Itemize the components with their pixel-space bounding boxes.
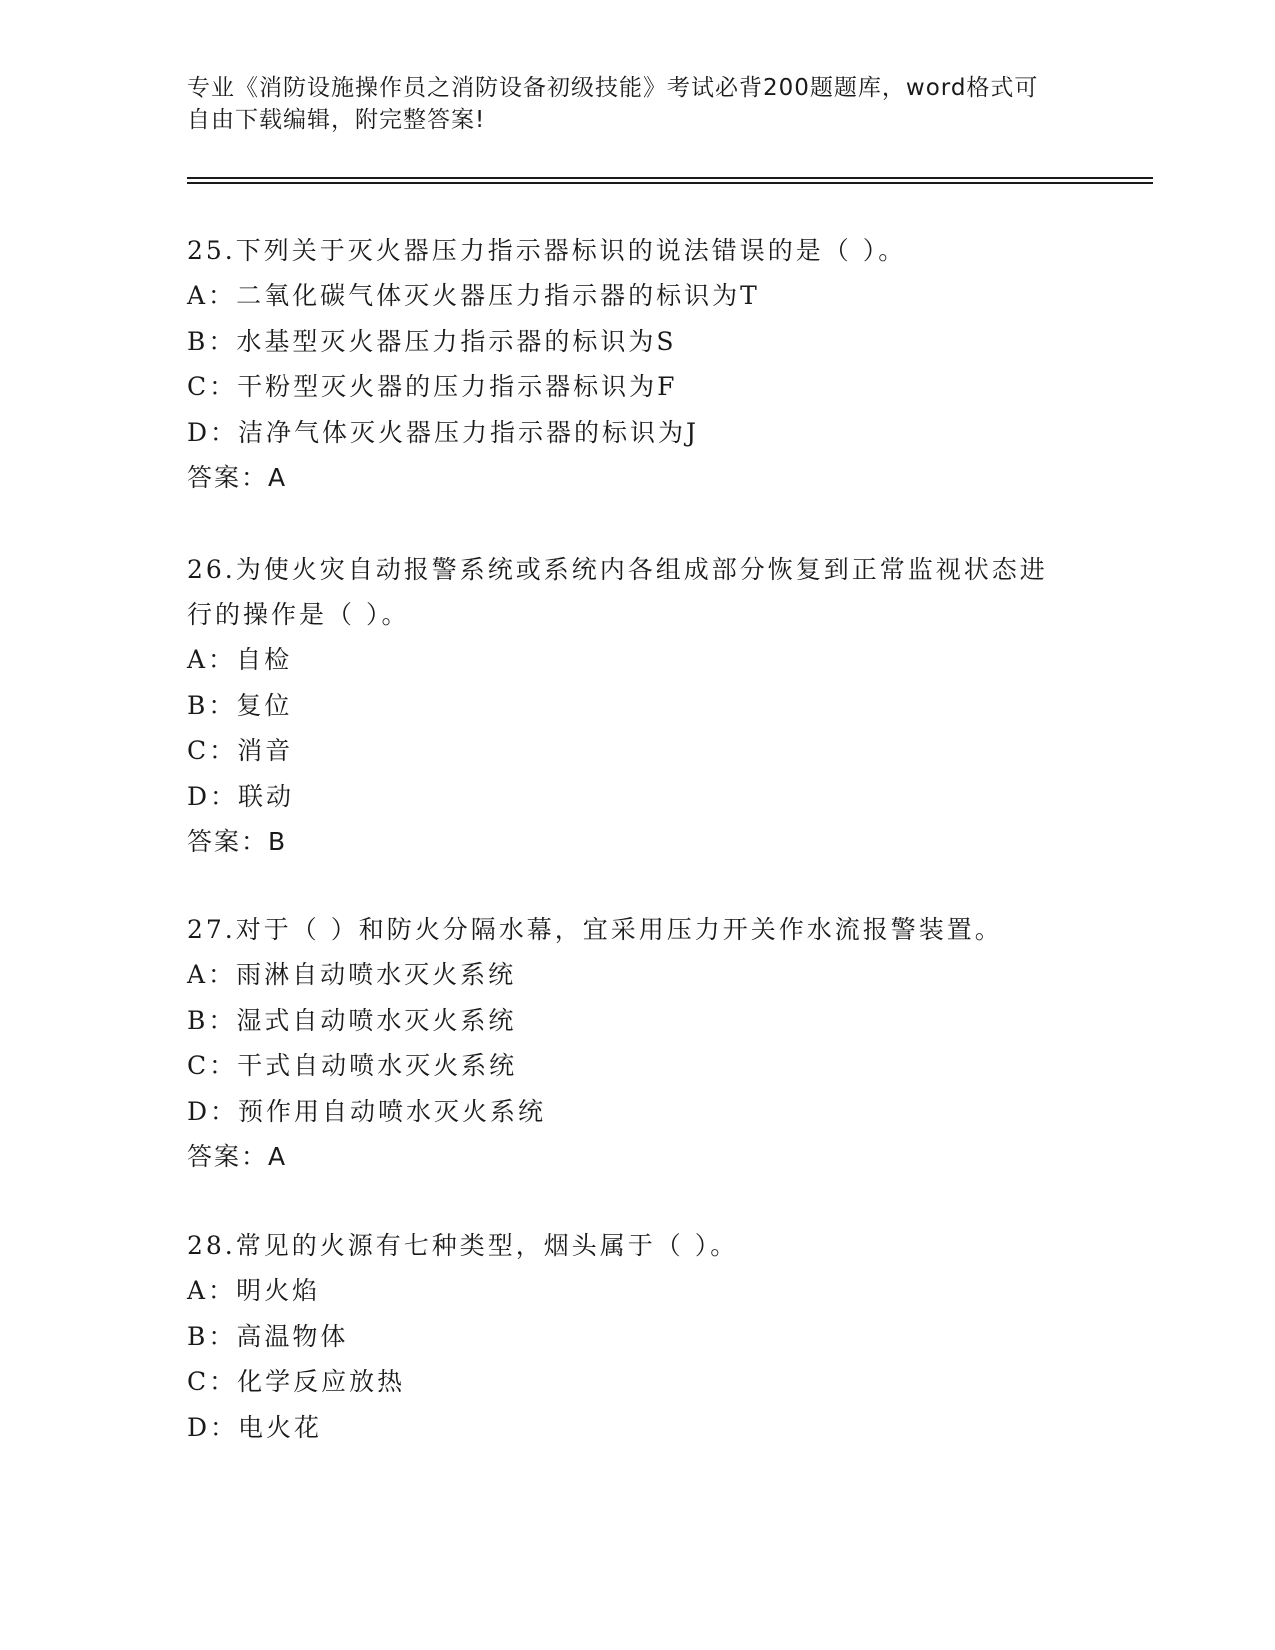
option-text: 干粉型灭火器的压力指示器标识为F bbox=[237, 372, 678, 401]
option-label: A： bbox=[187, 960, 237, 989]
option-text: 电火花 bbox=[238, 1412, 323, 1442]
header-divider-bottom bbox=[187, 182, 1153, 184]
question-stem: 25.下列关于灭火器压力指示器标识的说法错误的是（ ）。 bbox=[187, 236, 907, 265]
option-b bbox=[187, 998, 1087, 1044]
option-d bbox=[187, 1089, 1087, 1135]
option-c bbox=[187, 1043, 1087, 1089]
option-label: B： bbox=[187, 1005, 237, 1035]
option-label: C： bbox=[187, 736, 238, 765]
option-label: D： bbox=[187, 417, 239, 447]
answer: 答案：A bbox=[187, 463, 288, 492]
option-text: 湿式自动喷水灭火系统 bbox=[236, 1005, 517, 1035]
option-label: A： bbox=[187, 645, 237, 674]
option-d bbox=[187, 774, 1067, 820]
question-25 bbox=[187, 228, 1087, 501]
option-label: C： bbox=[187, 372, 238, 401]
option-text: 洁净气体灭火器压力指示器的标识为J bbox=[238, 417, 700, 447]
header-divider-top bbox=[187, 177, 1153, 179]
answer: 答案：A bbox=[187, 1142, 288, 1171]
option-text: 自检 bbox=[236, 645, 293, 674]
option-text: 预作用自动喷水灭火系统 bbox=[238, 1096, 547, 1126]
option-a bbox=[187, 1268, 1087, 1314]
option-label: D： bbox=[187, 1412, 239, 1442]
document-header bbox=[187, 72, 1077, 136]
option-label: A： bbox=[187, 281, 237, 310]
question-26 bbox=[187, 547, 1067, 865]
option-label: B： bbox=[187, 326, 237, 356]
option-text: 消音 bbox=[237, 736, 294, 765]
option-text: 联动 bbox=[238, 781, 295, 811]
option-label: D： bbox=[187, 1096, 239, 1126]
option-text: 复位 bbox=[236, 690, 293, 720]
option-b bbox=[187, 319, 1087, 365]
option-label: C： bbox=[187, 1367, 238, 1396]
header-line-2: 自由下载编辑，附完整答案! bbox=[187, 107, 486, 133]
option-text: 二氧化碳气体灭火器压力指示器的标识为T bbox=[236, 281, 760, 310]
option-label: B： bbox=[187, 1321, 237, 1351]
option-text: 水基型灭火器压力指示器的标识为S bbox=[236, 326, 677, 356]
option-b bbox=[187, 1314, 1087, 1360]
option-label: C： bbox=[187, 1051, 238, 1080]
option-text: 雨淋自动喷水灭火系统 bbox=[236, 960, 517, 989]
option-c bbox=[187, 1359, 1087, 1405]
option-c bbox=[187, 728, 1067, 774]
option-text: 化学反应放热 bbox=[237, 1367, 406, 1396]
option-d bbox=[187, 1405, 1087, 1451]
question-stem: 27.对于（ ）和防火分隔水幕，宜采用压力开关作水流报警装置。 bbox=[187, 915, 1003, 944]
option-a bbox=[187, 273, 1087, 319]
option-b bbox=[187, 683, 1067, 729]
option-a bbox=[187, 637, 1067, 683]
option-a bbox=[187, 952, 1087, 998]
answer: 答案：B bbox=[187, 827, 288, 856]
option-text: 明火焰 bbox=[236, 1276, 321, 1305]
option-label: D： bbox=[187, 781, 239, 811]
option-text: 干式自动喷水灭火系统 bbox=[237, 1051, 518, 1080]
question-stem: 26.为使火灾自动报警系统或系统内各组成部分恢复到正常监视状态进行的操作是（ ）。 bbox=[187, 555, 1048, 629]
question-27 bbox=[187, 907, 1087, 1180]
option-c bbox=[187, 364, 1087, 410]
option-label: A： bbox=[187, 1276, 237, 1305]
header-line-1: 专业《消防设施操作员之消防设备初级技能》考试必背200题题库，word格式可 bbox=[187, 75, 1039, 101]
option-label: B： bbox=[187, 690, 237, 720]
question-stem: 28.常见的火源有七种类型，烟头属于（ ）。 bbox=[187, 1231, 739, 1260]
option-d bbox=[187, 410, 1087, 456]
option-text: 高温物体 bbox=[236, 1321, 349, 1351]
question-28 bbox=[187, 1223, 1087, 1450]
